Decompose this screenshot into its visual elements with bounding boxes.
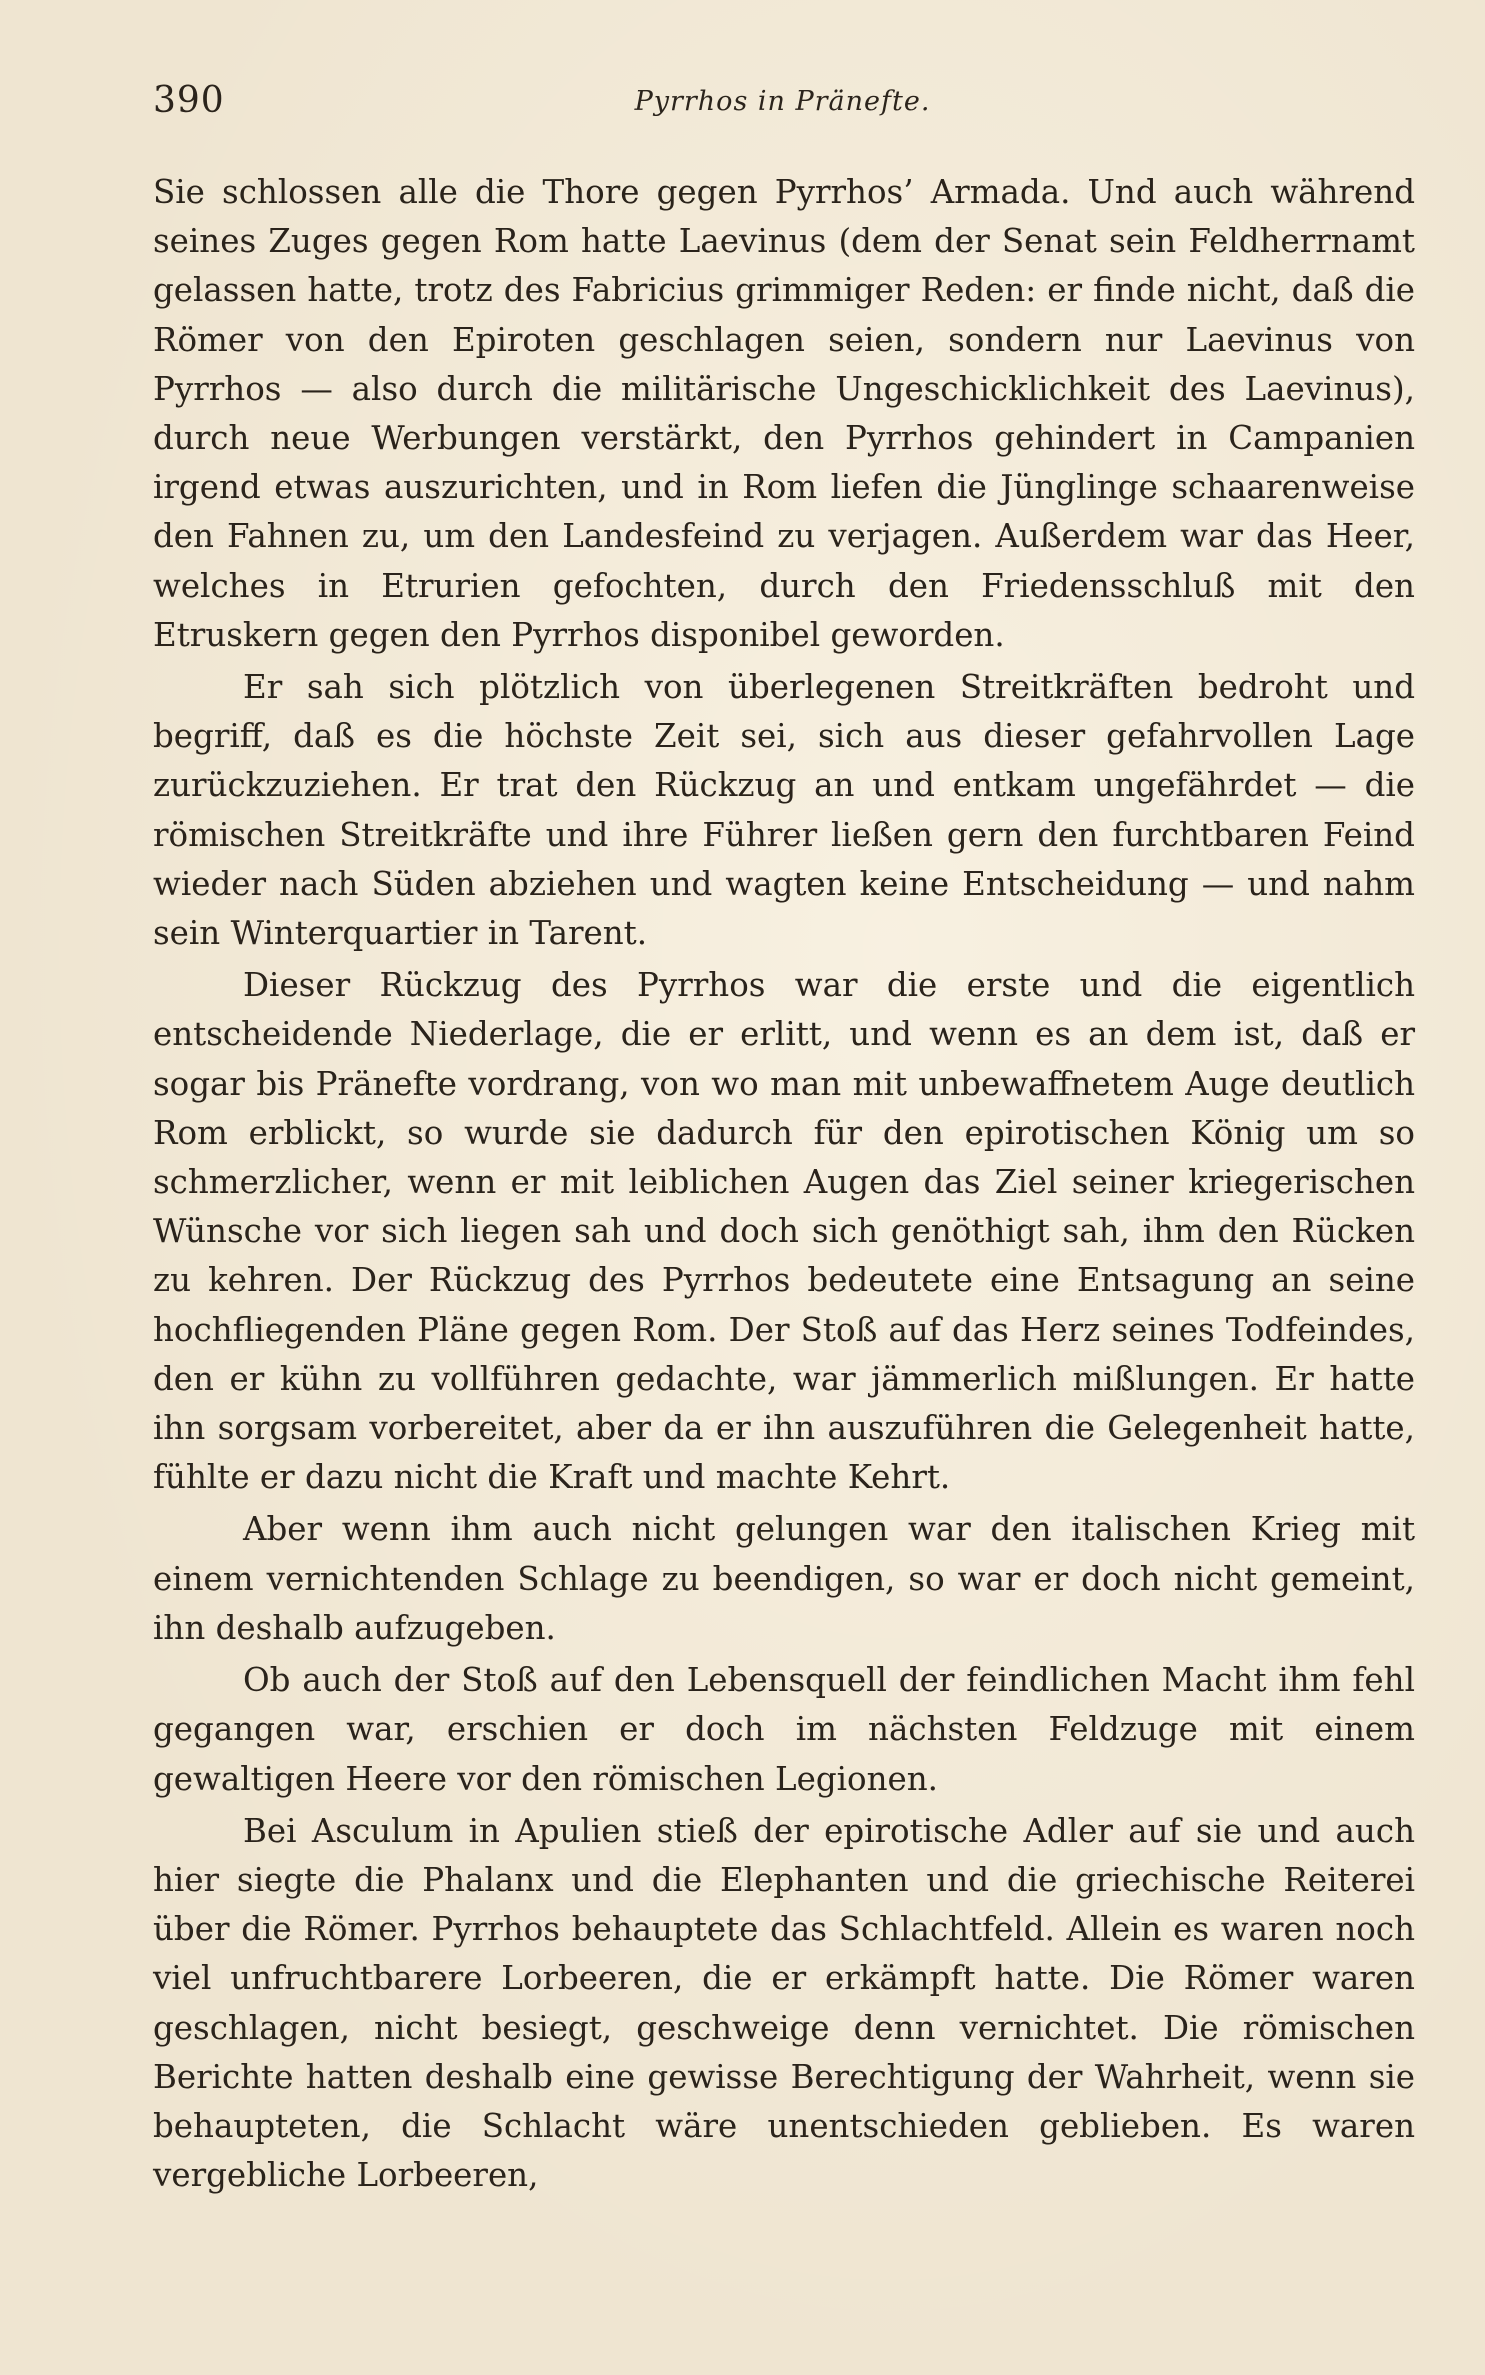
body-text xyxy=(153,168,1415,2200)
paragraph: Sie schlossen alle die Thore gegen Pyrrhos’ Armada. Und auch während seines Zuges gegen Rom hatte Laevinus (dem der Senat sein Feldherrnamt gelassen hatte, trotz des Fabricius grimmiger Reden: er finde nicht, daß die Römer von den Epiroten geschlagen seien, sondern nur Laevinus von Pyrrhos — also durch die militärische Ungeschicklichkeit des Laevinus), durch neue Werbungen verstärkt, den Pyrrhos gehindert in Campanien irgend etwas auszurichten, und in Rom liefen die Jünglinge schaarenweise den Fahnen zu, um den Landesfeind zu verjagen. Außerdem war das Heer, welches in Etrurien gefochten, durch den Friedensschluß mit den Etruskern gegen den Pyrrhos disponibel geworden. xyxy=(153,173,1415,654)
page-header xyxy=(150,80,1415,136)
paragraph: Bei Asculum in Apulien stieß der epirotische Adler auf sie und auch hier siegte die Phalanx und die Elephanten und die griechische Reiterei über die Römer. Pyrrhos behauptete das Schlachtfeld. Allein es waren noch viel unfruchtbarere Lorbeeren, die er erkämpft hatte. Die Römer waren geschlagen, nicht besiegt, geschweige denn vernichtet. Die römischen Berichte hatten deshalb eine gewisse Berechtigung der Wahrheit, wenn sie behaupteten, die Schlacht wäre unentschieden geblieben. Es waren vergebliche Lorbeeren, xyxy=(153,1811,1415,2195)
paragraph: Aber wenn ihm auch nicht gelungen war den italischen Krieg mit einem vernichtenden Schlage zu beendigen, so war er doch nicht gemeint, ihn deshalb aufzugeben. xyxy=(153,1510,1415,1647)
paragraph: Er sah sich plötzlich von überlegenen Streitkräften bedroht und begriff, daß es die höchste Zeit sei, sich aus dieser gefahrvollen Lage zurückzuziehen. Er trat den Rückzug an und entkam ungefährdet — die römischen Streitkräfte und ihre Führer ließen gern den furchtbaren Feind wieder nach Süden abziehen und wagten keine Entscheidung — und nahm sein Winterquartier in Tarent. xyxy=(153,668,1415,953)
running-title: Pyrrhos in Pränefte. xyxy=(634,86,931,117)
paragraph: Ob auch der Stoß auf den Lebensquell der feindlichen Macht ihm fehl gegangen war, erschien er doch im nächsten Feldzuge mit einem gewaltigen Heere vor den römischen Legionen. xyxy=(153,1661,1415,1798)
paragraph: Dieser Rückzug des Pyrrhos war die erste und die eigentlich entscheidende Niederlage, die er erlitt, und wenn es an dem ist, daß er sogar bis Pränefte vordrang, von wo man mit unbewaffnetem Auge deutlich Rom erblickt, so wurde sie dadurch für den epirotischen König um so schmerzlicher, wenn er mit leiblichen Augen das Ziel seiner kriegerischen Wünsche vor sich liegen sah und doch sich genöthigt sah, ihm den Rücken zu kehren. Der Rückzug des Pyrrhos bedeutete eine Entsagung an seine hochfliegenden Pläne gegen Rom. Der Stoß auf das Herz seines Todfeindes, den er kühn zu vollführen gedachte, war jämmerlich mißlungen. Er hatte ihn sorgsam vorbereitet, aber da er ihn auszuführen die Gelegenheit hatte, fühlte er dazu nicht die Kraft und machte Kehrt. xyxy=(153,966,1415,1497)
page-number: 390 xyxy=(153,80,225,121)
